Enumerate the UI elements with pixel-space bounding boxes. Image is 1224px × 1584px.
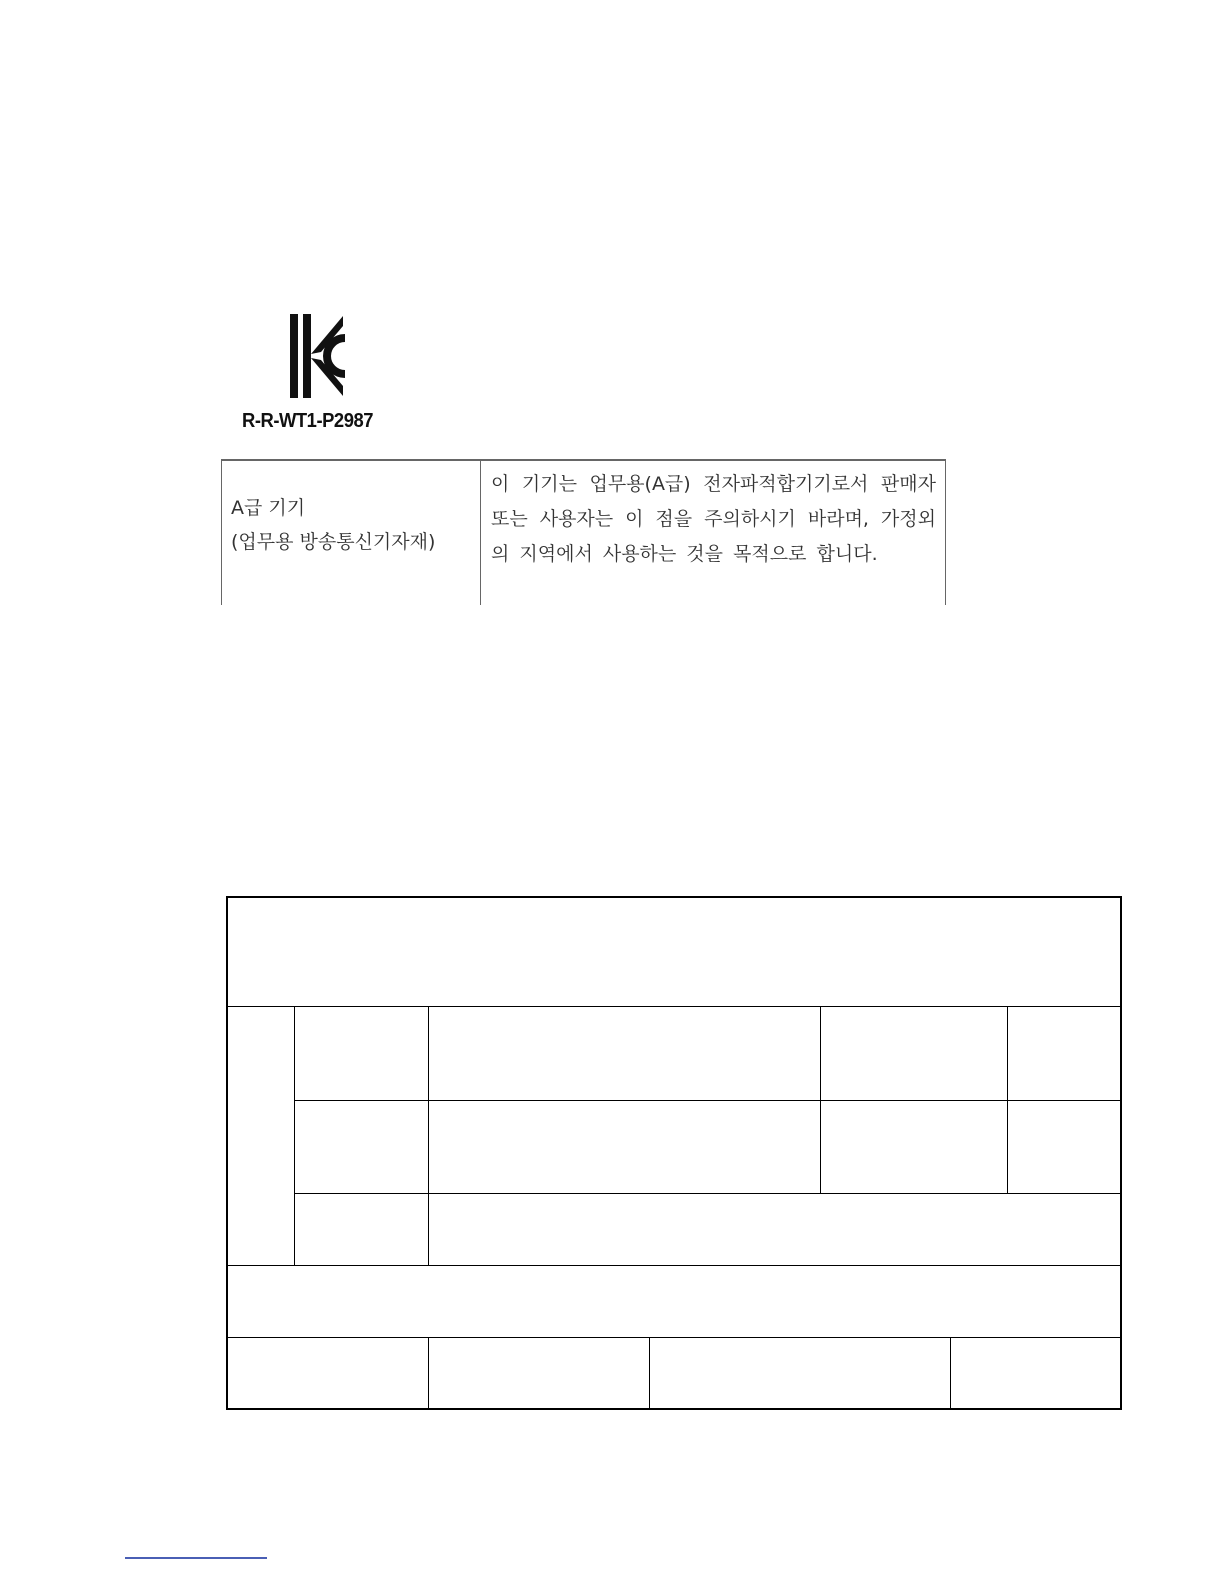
table-cell [294, 1193, 429, 1266]
table-cell [649, 1337, 951, 1410]
emc-notice-text: 이 기기는 업무용(A급) 전자파적합기기로서 판매자 또는 사용자는 이 점을 주의하시기 바라며, 가정외의 지역에서 사용하는 것을 목적으로 합니다. [491, 473, 936, 565]
device-class-cell [222, 461, 481, 605]
table-cell [950, 1337, 1122, 1410]
table-header-row [226, 896, 1122, 1007]
empty-form-table [226, 896, 1122, 1410]
table-cell [226, 1337, 429, 1410]
table-cell [428, 1193, 1122, 1266]
table-cell [1007, 1006, 1122, 1101]
class-a-notice-table [221, 459, 946, 605]
kc-mark-logo [287, 312, 349, 400]
table-cell [428, 1006, 821, 1101]
merged-row-header [226, 1006, 295, 1266]
device-class-label: A급 기기 [231, 497, 306, 519]
table-cell [294, 1006, 429, 1101]
footnote-separator [125, 1557, 267, 1559]
table-cell [428, 1100, 821, 1194]
table-cell [820, 1100, 1008, 1194]
table-cell [294, 1100, 429, 1194]
table-row [226, 1265, 1122, 1338]
certification-id: R-R-WT1-P2987 [242, 410, 374, 432]
device-class-sublabel: (업무용 방송통신기자재) [231, 531, 436, 553]
table-cell [428, 1337, 650, 1410]
table-cell [820, 1006, 1008, 1101]
table-cell [1007, 1100, 1122, 1194]
